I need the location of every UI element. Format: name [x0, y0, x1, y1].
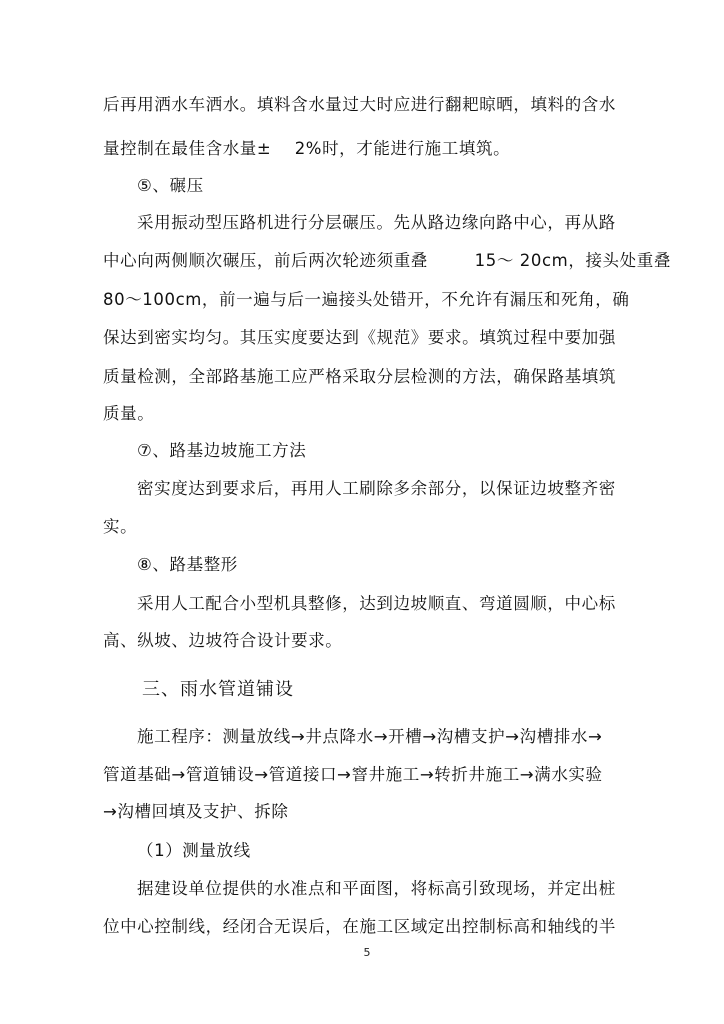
paragraph-line-7: 质量检测，全部路基施工应严格采取分层检测的方法，确保路基填筑 [103, 367, 616, 386]
paragraph-line-2: 量控制在最佳含水量± 2%时，才能进行施工填筑。 [103, 139, 511, 158]
paragraph-line-10: 实。 [103, 517, 138, 536]
section-heading-slope: ⑦、路基边坡施工方法 [137, 441, 307, 460]
paragraph-line-6: 保达到密实均匀。其压实度要达到《规范》要求。填筑过程中要加强 [103, 328, 616, 347]
paragraph-line-14: 管道基础→管道铺设→管道接口→窨井施工→转折井施工→满水实验 [103, 765, 603, 784]
section-heading-compaction: ⑤、碾压 [137, 176, 204, 195]
section-heading-shaping: ⑧、路基整形 [137, 555, 238, 574]
paragraph-line-17: 位中心控制线，经闭合无误后，在施工区域定出控制标高和轴线的半 [103, 917, 616, 936]
paragraph-line-8: 质量。 [103, 404, 155, 423]
paragraph-line-11: 采用人工配合小型机具整修，达到边坡顺直、弯道圆顺，中心标 [137, 594, 616, 613]
page-number: 5 [363, 946, 371, 959]
paragraph-line-9: 密实度达到要求后，再用人工刷除多余部分，以保证边坡整齐密 [137, 479, 616, 498]
paragraph-line-15: →沟槽回填及支护、拆除 [103, 802, 289, 821]
paragraph-line-16: 据建设单位提供的水准点和平面图，将标高引致现场，并定出桩 [137, 879, 616, 898]
paragraph-line-12: 高、纵坡、边坡符合设计要求。 [103, 631, 343, 650]
section-heading-survey: （1）测量放线 [137, 841, 251, 860]
paragraph-line-5: 80～100cm，前一遍与后一遍接头处错开，不允许有漏压和死角，确 [103, 290, 630, 309]
paragraph-line-3: 采用振动型压路机进行分层碾压。先从路边缘向路中心，再从路 [137, 213, 616, 232]
paragraph-line-4: 中心向两侧顺次碾压，前后两次轮迹须重叠 15～ 20cm，接头处重叠 [103, 251, 671, 270]
paragraph-line-1: 后再用洒水车洒水。填料含水量过大时应进行翻耙晾晒，填料的含水 [103, 95, 616, 114]
chapter-heading-rainwater-pipe: 三、雨水管道铺设 [142, 679, 294, 700]
paragraph-line-13: 施工程序：测量放线→井点降水→开槽→沟槽支护→沟槽排水→ [137, 727, 603, 746]
